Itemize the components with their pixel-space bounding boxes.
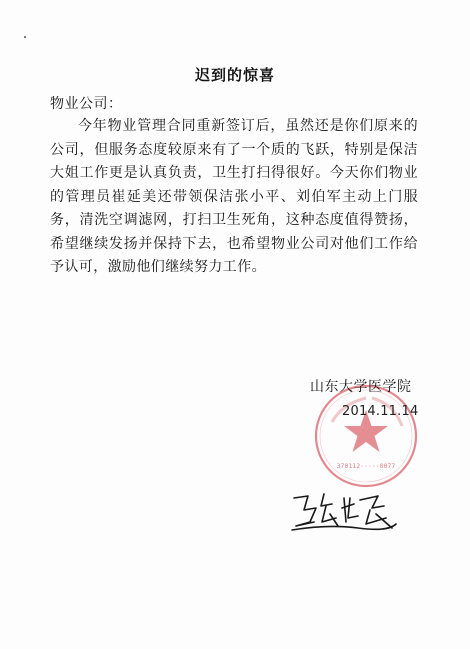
signature-date: 2014.11.14	[342, 404, 419, 419]
signer-organization: 山东大学医学院	[310, 379, 412, 395]
official-seal	[312, 382, 420, 490]
salutation: 物业公司：	[50, 96, 123, 112]
letter-body: 今年物业管理合同重新签订后，虽然还是你们原来的公司，但服务态度较原来有了一个质的飞跃，特别是保洁大姐工作更是认真负责，卫生打扫得很好。今天你们物业的管理员崔延美还带领保洁张小平、刘伯军主动上门服务，清洗空调滤网，打扫卫生死角，这种态度值得赞扬，希望继续发扬并保持下去，也希望物业公司对他们工作给予认可，激励他们继续努力工作。	[50, 118, 418, 275]
handwritten-signature	[288, 488, 400, 534]
document-title: 迟到的惊喜	[194, 66, 275, 84]
seal-number: 370112·····0077	[336, 462, 396, 470]
scan-speck	[24, 36, 26, 38]
